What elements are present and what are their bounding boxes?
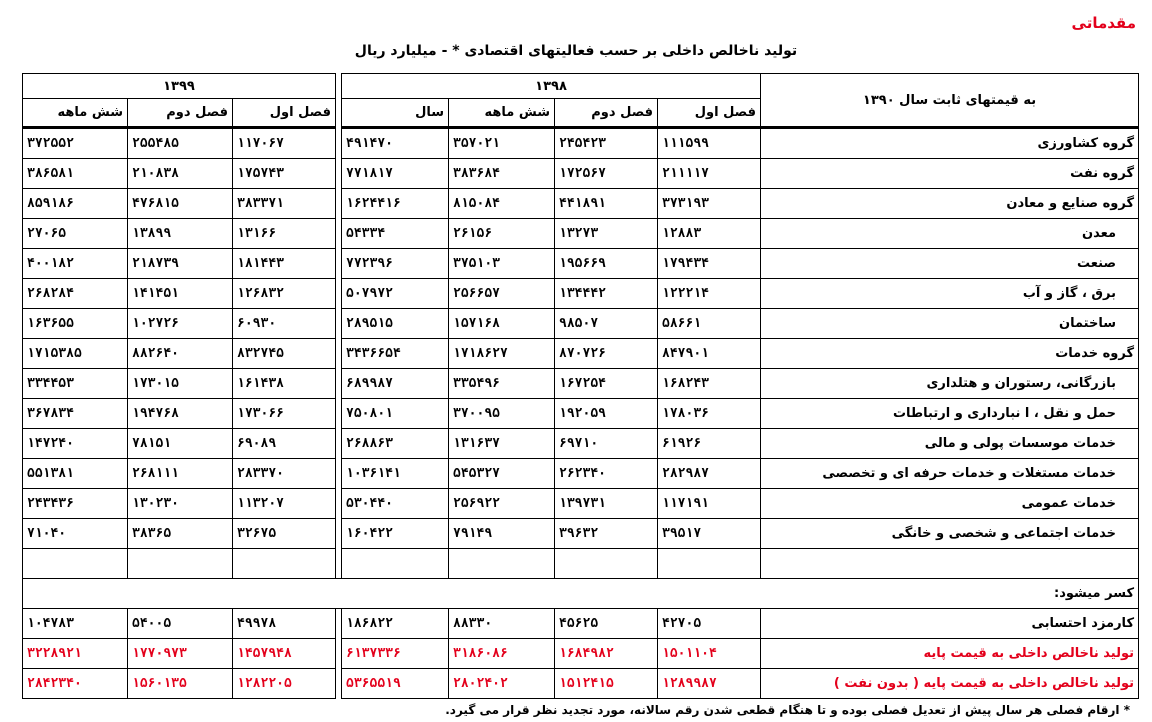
value-cell: ۱۰۴۷۸۳ (23, 609, 128, 639)
value-cell: ۳۳۴۴۵۳ (23, 369, 128, 399)
value-cell: ۱۲۸۹۹۸۷ (658, 669, 761, 699)
value-cell: ۱۱۷۰۶۷ (233, 128, 336, 159)
value-cell: ۵۴۳۳۴ (342, 219, 449, 249)
table-row (23, 429, 1139, 459)
value-cell: ۷۹۱۴۹ (449, 519, 555, 549)
value-cell: ۲۴۵۴۲۳ (555, 128, 658, 159)
value-cell: ۶۰۹۳۰ (233, 309, 336, 339)
column-gap (336, 609, 342, 639)
value-cell: ۳۹۶۳۲ (555, 519, 658, 549)
value-cell: ۹۸۵۰۷ (555, 309, 658, 339)
column-gap (336, 128, 342, 159)
column-gap (336, 219, 342, 249)
col-header: سال (342, 99, 449, 128)
value-cell: ۶۹۰۸۹ (233, 429, 336, 459)
column-gap (336, 159, 342, 189)
table-row (23, 159, 1139, 189)
blank-row (23, 549, 1139, 579)
value-cell: ۱۳۱۶۳۷ (449, 429, 555, 459)
value-cell: ۳۲۲۸۹۲۱ (23, 639, 128, 669)
value-cell: ۵۸۶۶۱ (658, 309, 761, 339)
row-label: خدمات موسسات پولی و مالی (761, 429, 1139, 459)
value-cell: ۲۶۱۵۶ (449, 219, 555, 249)
value-cell: ۸۷۰۷۲۶ (555, 339, 658, 369)
value-cell: ۱۱۱۵۹۹ (658, 128, 761, 159)
value-cell: ۳۷۳۱۹۳ (658, 189, 761, 219)
value-cell: ۵۳۰۴۴۰ (342, 489, 449, 519)
value-cell: ۷۷۱۸۱۷ (342, 159, 449, 189)
value-cell: ۲۶۲۳۴۰ (555, 459, 658, 489)
value-cell: ۷۷۲۳۹۶ (342, 249, 449, 279)
row-label: برق ، گاز و آب (761, 279, 1139, 309)
row-label: تولید ناخالص داخلی به قیمت پایه (761, 639, 1139, 669)
value-cell: ۴۴۱۸۹۱ (555, 189, 658, 219)
value-cell: ۱۱۷۱۹۱ (658, 489, 761, 519)
value-cell: ۱۲۸۸۳ (658, 219, 761, 249)
col-header: شش ماهه (449, 99, 555, 128)
column-gap (336, 249, 342, 279)
value-cell: ۸۴۷۹۰۱ (658, 339, 761, 369)
value-cell: ۱۰۳۶۱۴۱ (342, 459, 449, 489)
value-cell: ۱۲۲۲۱۴ (658, 279, 761, 309)
fisim-row (23, 609, 1139, 639)
blank-value-cell (449, 549, 555, 579)
value-cell: ۱۳۴۴۴۲ (555, 279, 658, 309)
value-cell: ۲۱۸۷۳۹ (128, 249, 233, 279)
value-cell: ۵۵۱۳۸۱ (23, 459, 128, 489)
value-cell: ۲۸۲۹۸۷ (658, 459, 761, 489)
value-cell: ۱۷۱۵۳۸۵ (23, 339, 128, 369)
value-cell: ۱۴۷۲۴۰ (23, 429, 128, 459)
blank-value-cell (128, 549, 233, 579)
value-cell: ۱۳۸۹۹ (128, 219, 233, 249)
value-cell: ۱۶۸۴۹۸۲ (555, 639, 658, 669)
value-cell: ۱۵۰۱۱۰۴ (658, 639, 761, 669)
row-label: صنعت (761, 249, 1139, 279)
column-gap (336, 489, 342, 519)
value-cell: ۱۳۲۷۳ (555, 219, 658, 249)
value-cell: ۲۴۳۴۳۶ (23, 489, 128, 519)
value-cell: ۲۱۰۸۳۸ (128, 159, 233, 189)
year-1399-header: ۱۳۹۹ (23, 74, 336, 99)
value-cell: ۳۴۳۶۶۵۴ (342, 339, 449, 369)
value-cell: ۳۸۶۵۸۱ (23, 159, 128, 189)
table-row (23, 309, 1139, 339)
table-row (23, 399, 1139, 429)
column-gap (336, 189, 342, 219)
column-gap (336, 639, 342, 669)
column-gap (336, 459, 342, 489)
col-header: فصل اول (658, 99, 761, 128)
value-cell: ۱۷۳۰۶۶ (233, 399, 336, 429)
total-row (23, 639, 1139, 669)
value-cell: ۷۸۱۵۱ (128, 429, 233, 459)
header-row-years (23, 74, 1139, 99)
value-cell: ۱۵۷۱۶۸ (449, 309, 555, 339)
deduct-row (23, 579, 1139, 609)
value-cell: ۳۳۵۴۹۶ (449, 369, 555, 399)
value-cell: ۱۴۵۷۹۴۸ (233, 639, 336, 669)
value-cell: ۱۵۶۰۱۳۵ (128, 669, 233, 699)
column-gap (336, 549, 342, 579)
value-cell: ۱۵۱۲۴۱۵ (555, 669, 658, 699)
table-row (23, 459, 1139, 489)
value-cell: ۳۷۵۱۰۳ (449, 249, 555, 279)
row-label: بازرگانی، رستوران و هتلداری (761, 369, 1139, 399)
value-cell: ۱۲۶۸۳۲ (233, 279, 336, 309)
blank-label-cell (761, 549, 1139, 579)
value-cell: ۲۸۳۳۷۰ (233, 459, 336, 489)
table-row (23, 519, 1139, 549)
row-label: حمل و نقل ، ا نبارداری و ارتباطات (761, 399, 1139, 429)
value-cell: ۳۸۳۳۷۱ (233, 189, 336, 219)
table-row (23, 489, 1139, 519)
column-gap (336, 669, 342, 699)
blank-value-cell (23, 549, 128, 579)
row-label: معدن (761, 219, 1139, 249)
value-cell: ۲۶۸۲۸۴ (23, 279, 128, 309)
value-cell: ۱۸۱۴۴۳ (233, 249, 336, 279)
column-gap (336, 429, 342, 459)
value-cell: ۱۷۹۴۳۴ (658, 249, 761, 279)
value-cell: ۱۶۷۲۵۴ (555, 369, 658, 399)
table-row (23, 219, 1139, 249)
value-cell: ۴۲۷۰۵ (658, 609, 761, 639)
column-gap (336, 399, 342, 429)
table-row (23, 369, 1139, 399)
value-cell: ۸۵۹۱۸۶ (23, 189, 128, 219)
value-cell: ۴۹۹۷۸ (233, 609, 336, 639)
value-cell: ۴۵۶۲۵ (555, 609, 658, 639)
value-cell: ۳۲۶۷۵ (233, 519, 336, 549)
value-cell: ۲۶۸۱۱۱ (128, 459, 233, 489)
blank-value-cell (233, 549, 336, 579)
col-header: شش ماهه (23, 99, 128, 128)
value-cell: ۴۷۶۸۱۵ (128, 189, 233, 219)
column-gap (336, 309, 342, 339)
table-row (23, 189, 1139, 219)
table-row (23, 249, 1139, 279)
row-label: خدمات مستغلات و خدمات حرفه ای و تخصصی (761, 459, 1139, 489)
value-cell: ۲۱۱۱۱۷ (658, 159, 761, 189)
row-label: گروه صنایع و معادن (761, 189, 1139, 219)
value-cell: ۲۷۰۶۵ (23, 219, 128, 249)
value-cell: ۳۶۷۸۳۴ (23, 399, 128, 429)
value-cell: ۱۷۳۰۱۵ (128, 369, 233, 399)
value-cell: ۸۳۲۷۴۵ (233, 339, 336, 369)
value-cell: ۵۰۷۹۷۲ (342, 279, 449, 309)
value-cell: ۳۷۲۵۵۲ (23, 128, 128, 159)
value-cell: ۱۳۰۲۳۰ (128, 489, 233, 519)
value-cell: ۵۴۵۳۲۷ (449, 459, 555, 489)
value-cell: ۱۹۴۷۶۸ (128, 399, 233, 429)
column-gap (336, 279, 342, 309)
value-cell: ۲۸۹۵۱۵ (342, 309, 449, 339)
table-row (23, 339, 1139, 369)
value-cell: ۱۰۲۷۲۶ (128, 309, 233, 339)
value-cell: ۱۹۲۰۵۹ (555, 399, 658, 429)
header-label-cell: به قیمتهای ثابت سال ۱۳۹۰ (761, 74, 1139, 128)
value-cell: ۱۶۸۲۴۳ (658, 369, 761, 399)
value-cell: ۴۰۰۱۸۲ (23, 249, 128, 279)
value-cell: ۴۹۱۴۷۰ (342, 128, 449, 159)
value-cell: ۶۱۳۷۳۳۶ (342, 639, 449, 669)
value-cell: ۶۸۹۹۸۷ (342, 369, 449, 399)
value-cell: ۶۹۷۱۰ (555, 429, 658, 459)
value-cell: ۱۱۳۲۰۷ (233, 489, 336, 519)
value-cell: ۱۶۱۴۳۸ (233, 369, 336, 399)
value-cell: ۲۶۸۸۶۳ (342, 429, 449, 459)
value-cell: ۱۷۵۷۴۳ (233, 159, 336, 189)
value-cell: ۱۶۲۴۴۱۶ (342, 189, 449, 219)
column-gap (336, 369, 342, 399)
column-gap (336, 519, 342, 549)
blank-value-cell (342, 549, 449, 579)
value-cell: ۸۸۳۳۰ (449, 609, 555, 639)
row-label: خدمات اجتماعی و شخصی و خانگی (761, 519, 1139, 549)
value-cell: ۶۱۹۲۶ (658, 429, 761, 459)
row-label: گروه نفت (761, 159, 1139, 189)
value-cell: ۷۵۰۸۰۱ (342, 399, 449, 429)
value-cell: ۲۵۵۴۸۵ (128, 128, 233, 159)
value-cell: ۱۸۶۸۲۲ (342, 609, 449, 639)
value-cell: ۱۶۳۶۵۵ (23, 309, 128, 339)
row-label: کارمزد احتسابی (761, 609, 1139, 639)
row-label: گروه کشاورزی (761, 128, 1139, 159)
col-header: فصل دوم (555, 99, 658, 128)
value-cell: ۱۴۱۴۵۱ (128, 279, 233, 309)
value-cell: ۳۱۸۶۰۸۶ (449, 639, 555, 669)
column-gap (336, 339, 342, 369)
blank-value-cell (555, 549, 658, 579)
value-cell: ۳۹۵۱۷ (658, 519, 761, 549)
value-cell: ۱۷۲۵۶۷ (555, 159, 658, 189)
total-row (23, 669, 1139, 699)
row-label: تولید ناخالص داخلی به قیمت پایه ( بدون نفت ) (761, 669, 1139, 699)
value-cell: ۱۹۵۶۶۹ (555, 249, 658, 279)
col-header: فصل دوم (128, 99, 233, 128)
value-cell: ۳۸۳۶۵ (128, 519, 233, 549)
gdp-table (22, 73, 1139, 699)
value-cell: ۵۴۰۰۵ (128, 609, 233, 639)
value-cell: ۲۵۶۹۲۲ (449, 489, 555, 519)
value-cell: ۱۷۱۸۶۲۷ (449, 339, 555, 369)
table-title: تولید ناخالص داخلی بر حسب فعالیتهای اقتصادی * - میلیارد ریال (354, 43, 798, 59)
value-cell: ۱۷۷۰۹۷۳ (128, 639, 233, 669)
footnote: * ارقام فصلی هر سال پیش از تعدیل فصلی بوده و تا هنگام قطعی شدن رقم سالانه، مورد تجدید نظر قرار می گیرد. (445, 703, 1130, 717)
col-header: فصل اول (233, 99, 336, 128)
value-cell: ۳۵۷۰۲۱ (449, 128, 555, 159)
value-cell: ۱۶۰۴۲۲ (342, 519, 449, 549)
value-cell: ۱۳۱۶۶ (233, 219, 336, 249)
value-cell: ۳۸۳۶۸۴ (449, 159, 555, 189)
deduct-label: کسر میشود: (23, 579, 1139, 609)
value-cell: ۳۷۰۰۹۵ (449, 399, 555, 429)
value-cell: ۵۳۶۵۵۱۹ (342, 669, 449, 699)
blank-value-cell (658, 549, 761, 579)
value-cell: ۱۷۸۰۳۶ (658, 399, 761, 429)
value-cell: ۱۲۸۲۲۰۵ (233, 669, 336, 699)
table-row (23, 279, 1139, 309)
value-cell: ۲۵۶۶۵۷ (449, 279, 555, 309)
value-cell: ۲۸۴۲۳۴۰ (23, 669, 128, 699)
value-cell: ۸۸۲۶۴۰ (128, 339, 233, 369)
value-cell: ۱۳۹۷۳۱ (555, 489, 658, 519)
value-cell: ۲۸۰۲۴۰۲ (449, 669, 555, 699)
preliminary-label: مقدماتی (1071, 14, 1136, 32)
value-cell: ۸۱۵۰۸۴ (449, 189, 555, 219)
row-label: ساختمان (761, 309, 1139, 339)
table-row (23, 128, 1139, 159)
row-label: خدمات عمومی (761, 489, 1139, 519)
year-1398-header: ۱۳۹۸ (342, 74, 761, 99)
value-cell: ۷۱۰۴۰ (23, 519, 128, 549)
row-label: گروه خدمات (761, 339, 1139, 369)
